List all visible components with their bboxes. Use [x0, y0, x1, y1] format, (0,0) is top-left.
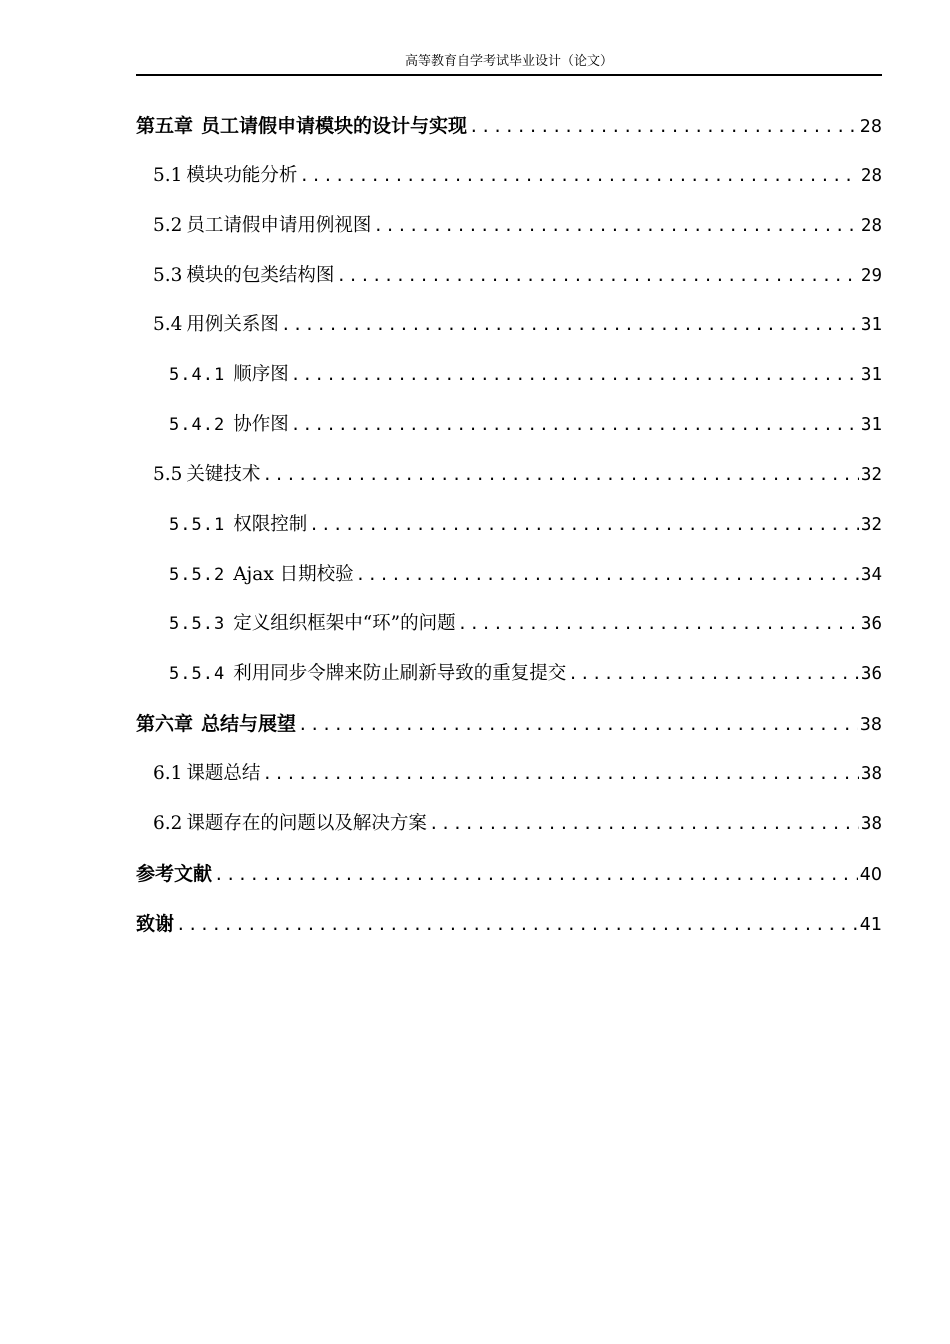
toc-entry-5-4-2[interactable]	[136, 407, 882, 457]
toc-number: 5.5.3	[169, 614, 226, 635]
dot-leader	[429, 806, 859, 842]
toc-title: 参考文献	[136, 862, 213, 885]
toc-page-number: 34	[860, 564, 882, 585]
toc-title: 定义组织框架中“环”的问题	[233, 613, 456, 635]
toc-entry-acknowledgements[interactable]	[136, 906, 882, 956]
dot-leader	[373, 208, 858, 244]
dot-leader	[356, 557, 859, 593]
toc-page-number: 41	[859, 914, 882, 935]
toc-entry-5-5[interactable]	[136, 457, 882, 507]
dot-leader	[291, 407, 859, 443]
toc-number: 5.5	[153, 463, 183, 485]
dot-leader	[214, 857, 858, 893]
dot-leader	[336, 258, 858, 294]
toc-page-number: 32	[860, 514, 882, 535]
toc-entry-6-1[interactable]	[136, 756, 882, 806]
toc-page-number: 40	[859, 864, 882, 885]
dot-leader	[469, 109, 858, 145]
toc-page-number: 38	[860, 813, 882, 834]
dot-leader	[281, 307, 859, 343]
toc-entry-references[interactable]	[136, 856, 882, 906]
table-of-contents	[136, 108, 882, 955]
toc-title: Ajax 日期校验	[233, 563, 354, 585]
toc-entry-5-5-4[interactable]	[136, 656, 882, 706]
toc-page-number: 31	[860, 315, 882, 336]
toc-number: 6.2	[153, 812, 183, 834]
dot-leader	[176, 907, 858, 943]
toc-title: 致谢	[136, 912, 175, 935]
toc-title: 总结与展望	[201, 713, 297, 736]
dot-leader	[299, 158, 858, 194]
toc-title: 模块的包类结构图	[186, 264, 335, 286]
toc-page-number: 36	[860, 664, 882, 685]
toc-page-number: 31	[860, 365, 882, 386]
toc-entry-chapter-6[interactable]	[136, 706, 882, 756]
toc-entry-5-4[interactable]	[136, 307, 882, 357]
toc-page-number: 31	[860, 415, 882, 436]
toc-number: 5.1	[153, 164, 183, 186]
toc-title: 协作图	[233, 414, 289, 436]
toc-title: 顺序图	[233, 364, 289, 386]
toc-page-number: 28	[860, 215, 882, 236]
toc-page-number: 38	[860, 763, 882, 784]
toc-number: 5.4.1	[169, 365, 226, 386]
toc-number: 5.5.4	[169, 664, 226, 685]
dot-leader	[291, 357, 859, 393]
toc-entry-5-5-3[interactable]	[136, 606, 882, 656]
toc-title: 员工请假申请模块的设计与实现	[201, 115, 468, 137]
toc-entry-5-5-2[interactable]	[136, 557, 882, 607]
toc-number: 5.5.2	[169, 564, 226, 585]
toc-number: 5.2	[153, 214, 183, 236]
dot-leader	[262, 457, 858, 493]
toc-entry-6-2[interactable]	[136, 806, 882, 856]
dot-leader	[309, 507, 859, 543]
toc-number: 5.4.2	[169, 415, 226, 436]
toc-title: 权限控制	[233, 513, 308, 535]
toc-entry-5-2[interactable]	[136, 208, 882, 258]
toc-number: 5.5.1	[169, 514, 226, 535]
toc-number: 第六章	[136, 713, 194, 736]
toc-page-number: 38	[859, 715, 882, 736]
toc-page-number: 28	[859, 117, 882, 137]
toc-page-number: 36	[860, 614, 882, 635]
toc-page-number: 29	[860, 265, 882, 286]
toc-title: 利用同步令牌来防止刷新导致的重复提交	[233, 663, 567, 685]
toc-entry-5-4-1[interactable]	[136, 357, 882, 407]
toc-page-number: 32	[860, 464, 882, 485]
dot-leader	[262, 756, 858, 792]
toc-entry-5-3[interactable]	[136, 258, 882, 308]
toc-page-number: 28	[860, 165, 882, 186]
toc-number: 5.3	[153, 264, 183, 286]
toc-entry-chapter-5[interactable]	[136, 108, 882, 158]
toc-number: 第五章	[136, 115, 194, 137]
dot-leader	[568, 656, 859, 692]
toc-title: 课题存在的问题以及解决方案	[186, 812, 427, 834]
toc-number: 5.4	[153, 314, 183, 336]
toc-title: 课题总结	[186, 762, 261, 784]
dot-leader	[458, 606, 859, 642]
toc-entry-5-5-1[interactable]	[136, 507, 882, 557]
toc-title: 模块功能分析	[186, 164, 298, 186]
toc-title: 员工请假申请用例视图	[186, 214, 372, 236]
toc-entry-5-1[interactable]	[136, 158, 882, 208]
toc-number: 6.1	[153, 762, 183, 784]
toc-title: 用例关系图	[186, 314, 279, 336]
toc-title: 关键技术	[186, 463, 261, 485]
dot-leader	[298, 707, 858, 743]
page-header: 高等教育自学考试毕业设计（论文）	[136, 52, 882, 76]
